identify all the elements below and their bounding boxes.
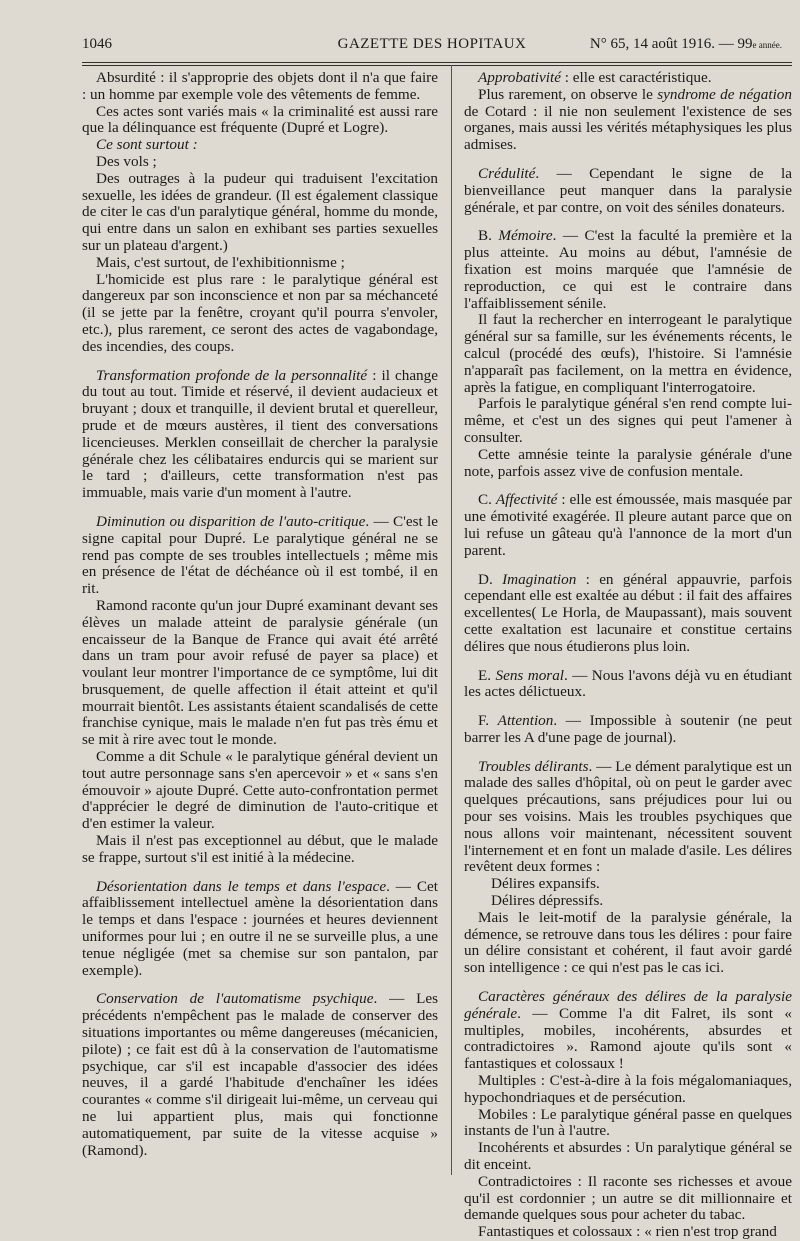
column-divider <box>451 65 452 1175</box>
section-paragraph <box>464 572 792 656</box>
section-text: . — Impossible à soutenir (ne peut barrer les A d'une page de journal). <box>464 712 792 746</box>
paragraph: Mais le leit-motif de la paralysie générale, la démence, se retrouve dans tous les délires : pour faire un délire consistant et cohérent, il faut avoir gardé son intelligence : ce qui n'est pas le cas ici. <box>464 908 792 977</box>
list-item: Délires expansifs. <box>491 875 600 893</box>
section-paragraph <box>82 368 438 502</box>
paragraph <box>464 87 792 154</box>
section-title: Troubles délirants <box>478 757 589 775</box>
section-paragraph <box>464 70 792 87</box>
paragraph: L'homicide est plus rare : le paralytique général est dangereux par son inconscience et non par sa méchanceté (il se jette par la fenêtre, croyant qu'il pourra s'envoler, etc.), plus rarement, ce seront des actes de vagabondage, des incendies, des coups. <box>82 270 438 355</box>
issue-text: N° 65, 14 août 1916. — 99 <box>589 36 753 52</box>
section-text: . — Cependant le signe de la bienveillance peut manquer dans la paralysie générale, et par contre, on voit des séniles donateurs. <box>464 164 792 216</box>
issue-tail: année. <box>756 40 782 50</box>
paragraph: Multiples : C'est-à-dire à la fois mégalomaniaques, hypochondriaques et de persécution. <box>464 1072 792 1106</box>
section-paragraph <box>464 713 792 747</box>
text-run: Plus rarement, on observe le <box>478 85 658 103</box>
section-text: . — C'est le signe capital pour Dupré. Le paralytique général ne se rend pas compte de ses troubles intellectuels ; même mis en présence de l'état de déchéance où il est tombé, il en rit. <box>82 512 438 598</box>
section-title: Affectivité <box>495 491 558 509</box>
header-rule-bottom <box>82 65 792 66</box>
section-title: Crédulité <box>478 164 536 182</box>
section-title: Diminution ou disparition de l'auto-critique <box>96 512 366 530</box>
section-letter: D. <box>478 570 503 588</box>
paragraph: Mobiles : Le paralytique général passe en quelques instants de l'un à l'autre. <box>464 1105 792 1140</box>
paragraph: Contradictoires : Il raconte ses richesses et avoue qu'il est cordonnier ; un autre se dit millionnaire et demande quelques sous pour acheter du tabac. <box>464 1172 792 1224</box>
section-letter: C. <box>478 491 496 509</box>
paragraph: Ces actes sont variés mais « la criminalité est aussi rare que la délinquance est fréquente (Dupré et Logre). <box>82 102 438 137</box>
section-text: : il change du tout au tout. Timide et réservé, il devient audacieux et bruyant ; doux et tranquille, il devient brutal et querelleur, prude et de mœurs austères, il tient des conversations licencieuses. Merklen conseillait de chercher la paralysie générale chez les célibataires endurcis qui se marient sur le tard ; d'ailleurs, cette transformation n'est pas immuable, mais varie d'un moment à l'autre. <box>82 366 438 502</box>
section-letter: E. <box>478 666 496 684</box>
section-text: . — Cet affaiblissement intellectuel amène la désorientation dans le temps et dans l'espace : journées et heures deviennent uniformes pour lui ; en outre il ne se surveille plus, a une tenue négligée (met sa chemise sur son pantalon, par exemple). <box>82 877 438 979</box>
section-title: Imagination <box>502 570 577 588</box>
section-text: . — Comme l'a dit Falret, ils sont « multiples, mobiles, incohérents, absurdes et contradictoires ». Ramond ajoute qu'ils sont « fantastiques et colossaux ! <box>464 1004 792 1073</box>
paragraph <box>82 137 438 154</box>
list-item: Délires dépressifs. <box>491 892 604 910</box>
paragraph: Des vols ; <box>96 152 157 170</box>
section-title: Conservation de l'automatisme psychique <box>96 990 374 1008</box>
paragraph: Il faut la rechercher en interrogeant le paralytique général sur sa famille, sur les événements récents, le calcul (procédé des œufs), l'histoire. Si l'amnésie n'apparaît pas facilement, on la mettra en évidence, après la fatigue, en compliquant l'interrogatoire. <box>464 311 792 396</box>
issue-sup: e <box>752 40 757 50</box>
section-text: . — C'est la faculté la première et la plus atteinte. Au moins au début, l'amnésie de fixation est moins marquée que l'amnésie de reproduction, ce qui est le contraire dans l'affaiblissement sénile. <box>464 227 792 312</box>
section-text: : elle est émoussée, mais masquée par une émotivité exagérée. Il pleure autant parce que on lui refuse un gâteau qu'à l'annonce de la mort d'un parent. <box>464 491 792 559</box>
section-text: : en général appauvrie, parfois cependant elle est exaltée au début : il fait des affaires excellentes( Le Horla, de Maupassant), mais souvent cette exaltation est lacunaire et constitue certains délires que nous étudierons plus loin. <box>464 570 793 655</box>
section-text: . — Le dément paralytique est un malade des salles d'hôpital, où on peut le garder avec quelques précautions, sans préjudices pour lui ou pour ses voisins. Mais les troubles psychiques que nous allons voir maintenant, nécessitent souvent l'internement et en font un malade d'asile. Les délires revêtent deux formes : <box>464 757 793 876</box>
section-paragraph <box>82 991 438 1159</box>
section-text: : elle est caractéristique. <box>560 69 712 86</box>
section-paragraph <box>464 989 792 1073</box>
section-title: Approbativité <box>478 69 561 86</box>
paragraph: Mais il n'est pas exceptionnel au début, que le malade se frappe, surtout s'il est initié à la médecine. <box>82 832 438 866</box>
paragraph: Comme a dit Schule « le paralytique général devient un tout autre personnage sans s'en apercevoir » et « sans s'en émouvoir » ajoute Dupré. Cette auto-confrontation permet d'apprécier le degré de diminution de l'auto-critique et d'en estimer la valeur. <box>82 748 438 833</box>
paragraph: Fantastiques et colossaux : « rien n'est trop grand <box>478 1223 777 1241</box>
section-paragraph <box>464 668 792 702</box>
section-letter: B. <box>478 227 499 245</box>
text-run: de Cotard : il nie non seulement l'existence de ses organes, mais aussi les vérités métaphysiques les plus admises. <box>464 102 792 154</box>
section-letter: F. <box>478 712 498 730</box>
issue-info <box>590 36 782 53</box>
journal-title: GAZETTE DES HOPITAUX <box>337 36 527 52</box>
paragraph: Absurdité : il s'approprie des objets dont il n'a que faire : un homme par exemple vole des vêtements de femme. <box>82 69 438 103</box>
section-paragraph <box>464 166 792 216</box>
section-text: . — Nous l'avons déjà vu en étudiant les actes délictueux. <box>464 666 793 701</box>
paragraph-italic: Ce sont surtout : <box>96 136 198 154</box>
section-paragraph <box>82 879 438 980</box>
paragraph: Mais, c'est surtout, de l'exhibitionnisme ; <box>96 253 345 271</box>
page-number: 1046 <box>82 36 112 52</box>
paragraph: Ramond raconte qu'un jour Dupré examinant devant ses élèves un malade atteint de paralysie générale (un encaisseur de la Banque de France qui avait été arrêté dans un tram pour avoir refusé de payer sa place) et voulant leur montrer l'importance de ce symptôme, lui dit brusquement, de quelle affection il était atteint et qu'il mourrait bientôt. Les assistants étaient scandalisés de cette franchise cynique, mais le malade n'en fut pas très ému et se mit à rire avec tout le monde. <box>82 596 438 749</box>
section-paragraph <box>464 228 792 312</box>
section-title: Désorientation dans le temps et dans l'espace <box>96 877 387 895</box>
section-paragraph <box>464 759 792 877</box>
page-header <box>82 36 782 58</box>
section-paragraph <box>464 492 792 559</box>
section-title: Mémoire <box>498 227 553 245</box>
section-title: Sens moral <box>495 666 565 684</box>
header-rule-top <box>82 62 792 63</box>
section-title: Attention <box>497 712 554 730</box>
left-column <box>82 70 438 1159</box>
right-column <box>464 70 792 1241</box>
paragraph: Des outrages à la pudeur qui traduisent l'excitation sexuelle, les idées de grandeur. (Il est également classique de citer le cas d'un paralytique général, homme du monde, qui entre dans un salon en exhibant ses parties sexuelles sur un plateau d'argent.) <box>82 169 438 254</box>
section-text: . — Les précédents n'empêchent pas le malade de conserver des situations importantes ou même dangereuses (mécanicien, pilote) ; ce fait est dû à la conservation de l'automatisme psychique, car s'il est incapable d'associer des idées neuves, il a gardé l'habitude d'enchaîner les idées courantes « comme s'il dirigeait lui-même, un cerveau qui ne lui appartient plus, mais qui fonctionne automatiquement, par suite de la vitesse acquise » (Ramond). <box>82 990 438 1159</box>
paragraph: Incohérents et absurdes : Un paralytique général se dit enceint. <box>464 1139 792 1174</box>
section-paragraph <box>82 514 438 598</box>
section-title: Caractères généraux des délires de la paralysie générale <box>464 988 792 1022</box>
paragraph: Cette amnésie teinte la paralysie générale d'une note, parfois assez vive de confusion mentale. <box>464 445 792 480</box>
text-italic: syndrome de négation <box>657 85 792 103</box>
paragraph: Parfois le paralytique général s'en rend compte lui-même, et c'est un des signes qui peut l'amener à consulter. <box>464 395 792 446</box>
section-title: Transformation profonde de la personnalité <box>96 366 368 384</box>
